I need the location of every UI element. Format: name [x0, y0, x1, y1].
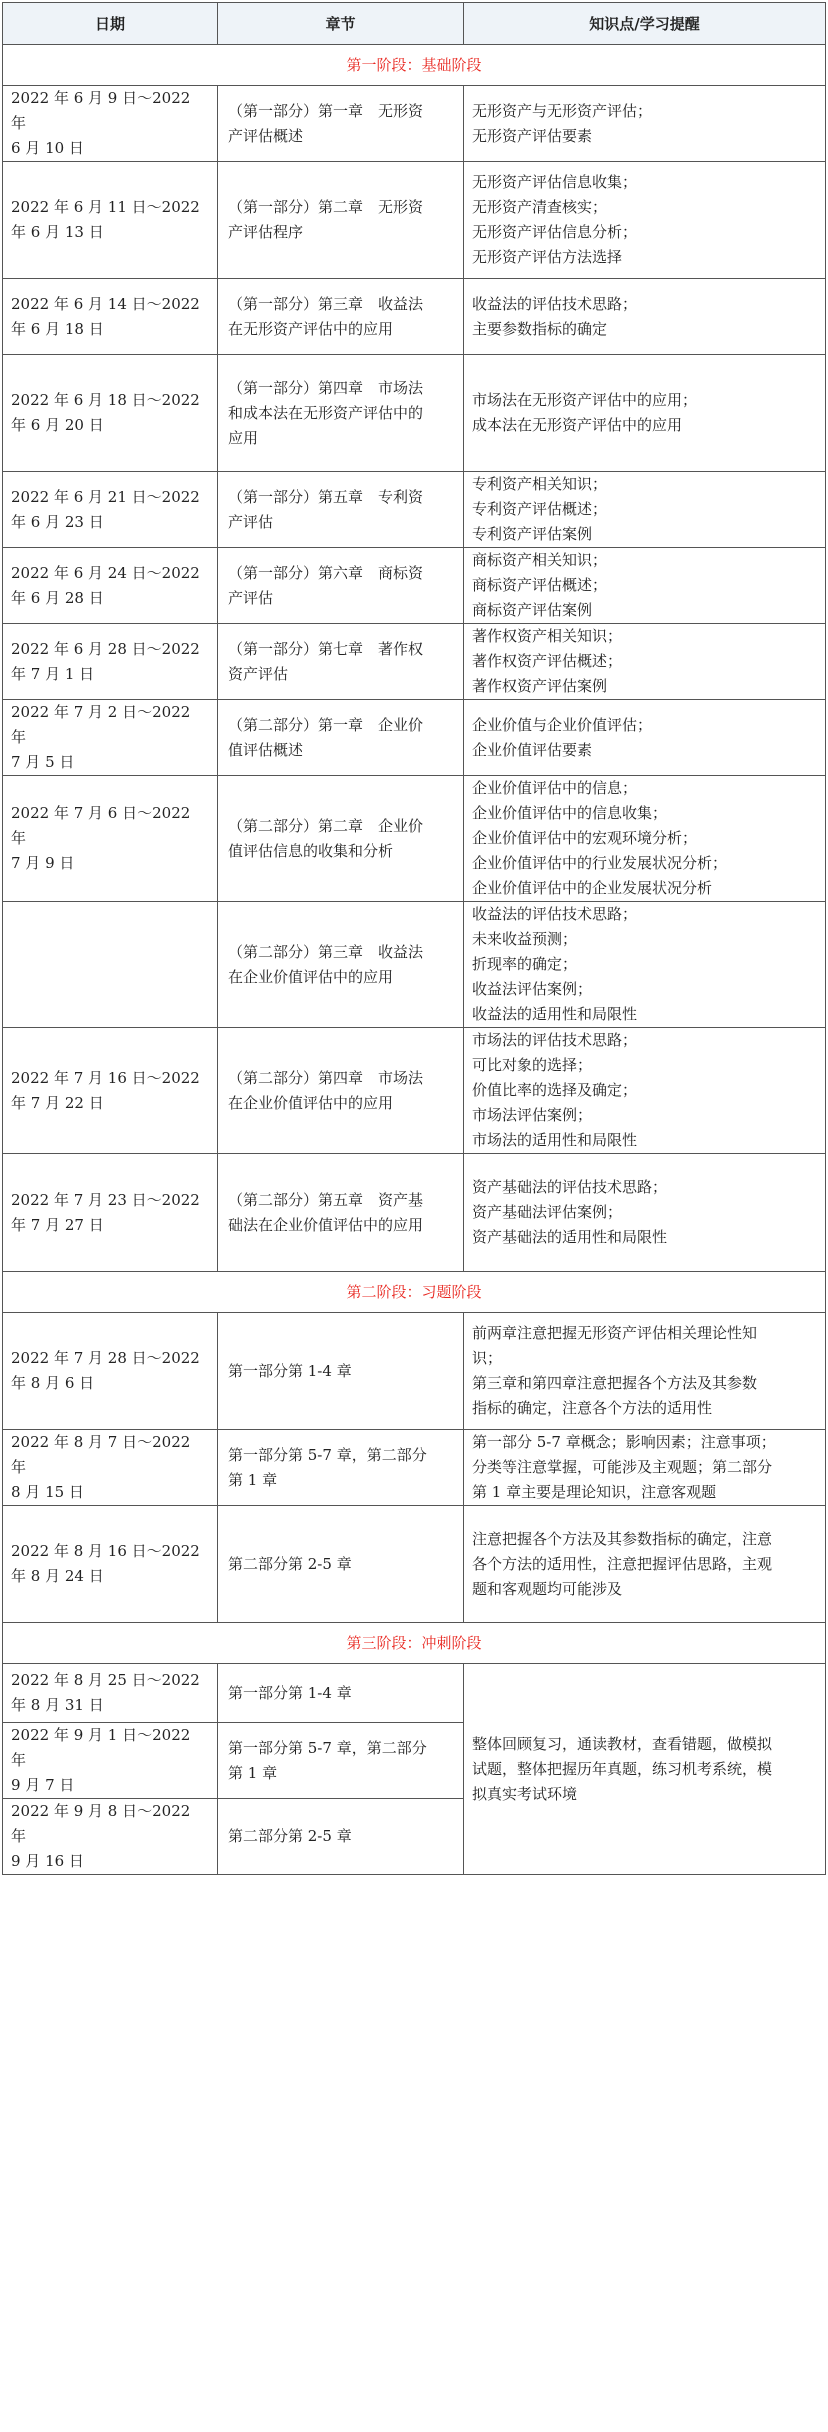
points-cell-line: 企业价值评估中的企业发展状况分析	[472, 879, 713, 897]
chapter-cell-line: （第二部分）第一章 企业价	[228, 715, 424, 734]
points-cell-line: 注意把握各个方法及其参数指标的确定，注意	[472, 1529, 773, 1548]
date-cell-line: 年 7 月 27 日	[11, 1215, 104, 1234]
table-row	[3, 1664, 826, 1723]
points-cell-line: 商标资产相关知识；	[472, 551, 608, 569]
chapter-cell	[218, 472, 464, 548]
chapter-cell-line: 产评估	[228, 588, 274, 607]
chapter-cell-line: 第一部分第 5-7 章，第二部分	[228, 1445, 427, 1464]
chapter-cell-line: 在企业价值评估中的应用	[228, 1093, 394, 1112]
date-cell	[3, 1313, 218, 1430]
chapter-cell-line: （第二部分）第二章 企业价	[228, 816, 424, 835]
date-cell-line: 2022 年 8 月 25 日～2022	[11, 1671, 200, 1689]
chapter-cell-line: 第一部分第 5-7 章，第二部分	[228, 1738, 427, 1757]
date-cell-line: 年 7 月 22 日	[11, 1093, 104, 1112]
date-cell	[3, 162, 218, 279]
points-cell-line: 收益法评估案例；	[472, 980, 593, 998]
points-cell	[464, 1154, 826, 1272]
points-cell-line: 无形资产评估信息分析；	[472, 223, 638, 241]
chapter-cell-line: （第一部分）第三章 收益法	[228, 294, 424, 313]
phase3-label: 第三阶段：冲刺阶段	[3, 1623, 826, 1664]
chapter-cell-line: 第 1 章	[228, 1470, 278, 1489]
date-cell-line: 2022 年 6 月 9 日～2022 年	[11, 89, 191, 132]
date-cell	[3, 1430, 218, 1506]
points-cell-line: 题和客观题均可能涉及	[472, 1579, 623, 1598]
chapter-cell	[218, 1430, 464, 1506]
points-cell	[464, 1028, 826, 1154]
date-cell	[3, 1664, 218, 1723]
chapter-cell-line: （第一部分）第四章 市场法	[228, 378, 424, 397]
points-cell-line: 商标资产评估案例	[472, 601, 593, 619]
header-row	[3, 3, 826, 45]
points-cell-line: 市场法评估案例；	[472, 1106, 593, 1124]
chapter-cell-line: 第一部分第 1-4 章	[228, 1683, 352, 1702]
points-cell	[464, 902, 826, 1028]
table-row	[3, 279, 826, 355]
date-cell	[3, 355, 218, 472]
points-cell	[464, 1313, 826, 1430]
points-cell	[464, 624, 826, 700]
date-cell-line: 2022 年 7 月 2 日～2022 年	[11, 703, 191, 746]
date-cell-line: 2022 年 8 月 7 日～2022 年	[11, 1433, 191, 1476]
date-cell	[3, 548, 218, 624]
points-cell-line: 收益法的评估技术思路；	[472, 294, 638, 313]
points-cell-line: 试题，整体把握历年真题，练习机考系统，模	[472, 1759, 773, 1778]
points-cell-line: 商标资产评估概述；	[472, 576, 608, 594]
points-cell	[464, 548, 826, 624]
date-cell-line: 年 6 月 23 日	[11, 512, 104, 531]
chapter-cell	[218, 1664, 464, 1723]
table-row	[3, 1506, 826, 1623]
date-cell	[3, 1723, 218, 1799]
table-row	[3, 776, 826, 902]
date-cell	[3, 279, 218, 355]
points-cell	[464, 279, 826, 355]
points-cell	[464, 776, 826, 902]
points-cell-line: 无形资产评估方法选择	[472, 248, 623, 266]
points-cell-line: 整体回顾复习，通读教材，查看错题，做模拟	[472, 1734, 773, 1753]
table-row	[3, 1313, 826, 1430]
points-cell	[464, 1664, 826, 1875]
date-cell-line: 年 6 月 13 日	[11, 223, 104, 241]
date-cell-line: 2022 年 7 月 16 日～2022	[11, 1068, 200, 1087]
chapter-cell	[218, 1028, 464, 1154]
date-cell-line: 2022 年 9 月 1 日～2022 年	[11, 1726, 191, 1769]
points-cell-line: 无形资产评估信息收集；	[472, 173, 638, 191]
date-cell	[3, 624, 218, 700]
points-cell-line: 收益法的评估技术思路；	[472, 905, 638, 923]
points-cell	[464, 1506, 826, 1623]
chapter-cell	[218, 355, 464, 472]
chapter-cell-line: 第二部分第 2-5 章	[228, 1827, 352, 1845]
phase-row	[3, 1623, 826, 1664]
table-row	[3, 355, 826, 472]
date-cell-line: 2022 年 6 月 18 日～2022	[11, 391, 200, 409]
table-row	[3, 624, 826, 700]
points-cell-line: 市场法的评估技术思路；	[472, 1031, 638, 1049]
date-cell	[3, 1028, 218, 1154]
points-cell-line: 前两章注意把握无形资产评估相关理论性知	[472, 1324, 758, 1342]
date-cell-line: 2022 年 8 月 16 日～2022	[11, 1542, 200, 1560]
phase2-label: 第二阶段：习题阶段	[3, 1272, 826, 1313]
points-cell-line: 企业价值评估中的信息收集；	[472, 804, 668, 822]
points-cell-line: 第三章和第四章注意把握各个方法及其参数	[472, 1374, 758, 1392]
points-cell-line: 识；	[472, 1349, 503, 1367]
date-cell-line: 2022 年 7 月 6 日～2022 年	[11, 804, 191, 847]
date-cell-line: 年 6 月 28 日	[11, 588, 104, 607]
points-cell-line: 专利资产评估概述；	[472, 500, 608, 518]
date-cell-line: 2022 年 7 月 28 日～2022	[11, 1349, 200, 1367]
table-row	[3, 162, 826, 279]
points-cell-line: 企业价值评估中的信息；	[472, 779, 638, 797]
points-cell-line: 成本法在无形资产评估中的应用	[472, 416, 683, 434]
points-cell-line: 市场法的适用性和局限性	[472, 1131, 638, 1149]
points-cell-line: 拟真实考试环境	[472, 1784, 578, 1803]
header-points: 知识点/学习提醒	[464, 3, 826, 45]
date-cell-line: 年 6 月 18 日	[11, 319, 104, 338]
points-cell-line: 著作权资产评估案例	[472, 677, 608, 695]
points-cell	[464, 355, 826, 472]
date-cell	[3, 1154, 218, 1272]
points-cell-line: 无形资产评估要素	[472, 126, 593, 145]
points-cell-line: 著作权资产相关知识；	[472, 627, 623, 645]
date-cell	[3, 86, 218, 162]
table-row	[3, 700, 826, 776]
chapter-cell-line: （第二部分）第三章 收益法	[228, 942, 424, 961]
chapter-cell-line: 产评估概述	[228, 126, 304, 145]
header-chapter: 章节	[218, 3, 464, 45]
points-cell-line: 资产基础法评估案例；	[472, 1203, 623, 1221]
chapter-cell	[218, 1313, 464, 1430]
chapter-cell-line: （第二部分）第五章 资产基	[228, 1190, 424, 1209]
header-date: 日期	[3, 3, 218, 45]
date-cell-line: 年 8 月 6 日	[11, 1374, 95, 1392]
phase1-label: 第一阶段：基础阶段	[3, 45, 826, 86]
chapter-cell-line: （第一部分）第一章 无形资	[228, 101, 424, 120]
phase-row	[3, 45, 826, 86]
date-cell	[3, 700, 218, 776]
chapter-cell-line: 应用	[228, 428, 259, 447]
date-cell-line: 年 7 月 1 日	[11, 664, 95, 683]
points-cell	[464, 700, 826, 776]
points-cell-line: 分类等注意掌握，可能涉及主观题；第二部分	[472, 1458, 773, 1476]
points-cell-line: 企业价值评估要素	[472, 740, 593, 759]
date-cell-line: 2022 年 6 月 14 日～2022	[11, 294, 200, 313]
points-cell-line: 专利资产评估案例	[472, 525, 593, 543]
chapter-cell-line: 值评估信息的收集和分析	[228, 841, 394, 860]
chapter-cell	[218, 776, 464, 902]
chapter-cell-line: 产评估程序	[228, 223, 304, 241]
chapter-cell	[218, 1799, 464, 1875]
chapter-cell-line: 值评估概述	[228, 740, 304, 759]
points-cell-line: 第一部分 5-7 章概念；影响因素；注意事项；	[472, 1433, 776, 1451]
chapter-cell	[218, 162, 464, 279]
date-cell-line: 6 月 10 日	[11, 139, 84, 157]
points-cell-line: 指标的确定，注意各个方法的适用性	[472, 1399, 713, 1417]
chapter-cell	[218, 86, 464, 162]
points-cell-line: 著作权资产评估概述；	[472, 652, 623, 670]
points-cell-line: 企业价值与企业价值评估；	[472, 715, 653, 734]
table-row	[3, 548, 826, 624]
date-cell-line: 2022 年 6 月 21 日～2022	[11, 487, 200, 506]
chapter-cell-line: （第一部分）第二章 无形资	[228, 198, 424, 216]
chapter-cell-line: （第一部分）第五章 专利资	[228, 487, 424, 506]
study-plan-table	[2, 2, 826, 1875]
date-cell-line: 2022 年 6 月 11 日～2022	[11, 198, 200, 216]
points-cell-line: 无形资产与无形资产评估；	[472, 101, 653, 120]
points-cell	[464, 162, 826, 279]
chapter-cell-line: 资产评估	[228, 664, 289, 683]
table-row	[3, 1430, 826, 1506]
date-cell-line: 9 月 7 日	[11, 1776, 75, 1794]
date-cell-line: 2022 年 6 月 28 日～2022	[11, 639, 200, 658]
points-cell-line: 主要参数指标的确定	[472, 319, 608, 338]
chapter-cell	[218, 548, 464, 624]
table-row	[3, 472, 826, 548]
chapter-cell-line: 础法在企业价值评估中的应用	[228, 1215, 424, 1234]
chapter-cell-line: （第一部分）第七章 著作权	[228, 639, 424, 658]
date-cell	[3, 902, 218, 1028]
date-cell-line: 7 月 9 日	[11, 854, 75, 872]
points-cell-line: 折现率的确定；	[472, 955, 578, 973]
date-cell-line: 2022 年 6 月 24 日～2022	[11, 563, 200, 582]
chapter-cell	[218, 624, 464, 700]
date-cell	[3, 1506, 218, 1623]
points-cell-line: 无形资产清查核实；	[472, 198, 608, 216]
chapter-cell	[218, 902, 464, 1028]
points-cell	[464, 1430, 826, 1506]
date-cell-line: 2022 年 9 月 8 日～2022 年	[11, 1802, 191, 1845]
date-cell	[3, 776, 218, 902]
points-cell-line: 资产基础法的评估技术思路；	[472, 1178, 668, 1196]
chapter-cell-line: 在企业价值评估中的应用	[228, 967, 394, 986]
date-cell	[3, 1799, 218, 1875]
points-cell-line: 市场法在无形资产评估中的应用；	[472, 391, 698, 409]
chapter-cell-line: 第二部分第 2-5 章	[228, 1554, 352, 1573]
chapter-cell-line: 在无形资产评估中的应用	[228, 319, 394, 338]
points-cell	[464, 86, 826, 162]
points-cell-line: 收益法的适用性和局限性	[472, 1005, 638, 1023]
table-row	[3, 1028, 826, 1154]
date-cell	[3, 472, 218, 548]
date-cell-line: 年 8 月 31 日	[11, 1696, 104, 1714]
chapter-cell-line: （第二部分）第四章 市场法	[228, 1068, 424, 1087]
points-cell-line: 企业价值评估中的宏观环境分析；	[472, 829, 698, 847]
chapter-cell-line: 和成本法在无形资产评估中的	[228, 403, 424, 422]
chapter-cell-line: 产评估	[228, 512, 274, 531]
points-cell-line: 专利资产相关知识；	[472, 475, 608, 493]
points-cell-line: 企业价值评估中的行业发展状况分析；	[472, 854, 728, 872]
date-cell-line: 8 月 15 日	[11, 1483, 84, 1501]
chapter-cell-line: （第一部分）第六章 商标资	[228, 563, 424, 582]
points-cell-line: 各个方法的适用性，注意把握评估思路，主观	[472, 1554, 773, 1573]
points-cell	[464, 472, 826, 548]
points-cell-line: 未来收益预测；	[472, 930, 578, 948]
date-cell-line: 7 月 5 日	[11, 753, 75, 771]
table-row	[3, 1154, 826, 1272]
points-cell-line: 第 1 章主要是理论知识，注意客观题	[472, 1483, 717, 1501]
phase-row	[3, 1272, 826, 1313]
date-cell-line: 年 8 月 24 日	[11, 1567, 104, 1585]
chapter-cell	[218, 1154, 464, 1272]
chapter-cell	[218, 279, 464, 355]
table-row	[3, 902, 826, 1028]
points-cell-line: 可比对象的选择；	[472, 1056, 593, 1074]
date-cell-line: 年 6 月 20 日	[11, 416, 104, 434]
date-cell-line: 2022 年 7 月 23 日～2022	[11, 1190, 200, 1209]
chapter-cell-line: 第一部分第 1-4 章	[228, 1361, 352, 1380]
chapter-cell	[218, 700, 464, 776]
points-cell-line: 价值比率的选择及确定；	[472, 1081, 638, 1099]
chapter-cell	[218, 1723, 464, 1799]
date-cell-line: 9 月 16 日	[11, 1852, 84, 1870]
chapter-cell-line: 第 1 章	[228, 1763, 278, 1782]
chapter-cell	[218, 1506, 464, 1623]
table-row	[3, 86, 826, 162]
points-cell-line: 资产基础法的适用性和局限性	[472, 1228, 668, 1246]
